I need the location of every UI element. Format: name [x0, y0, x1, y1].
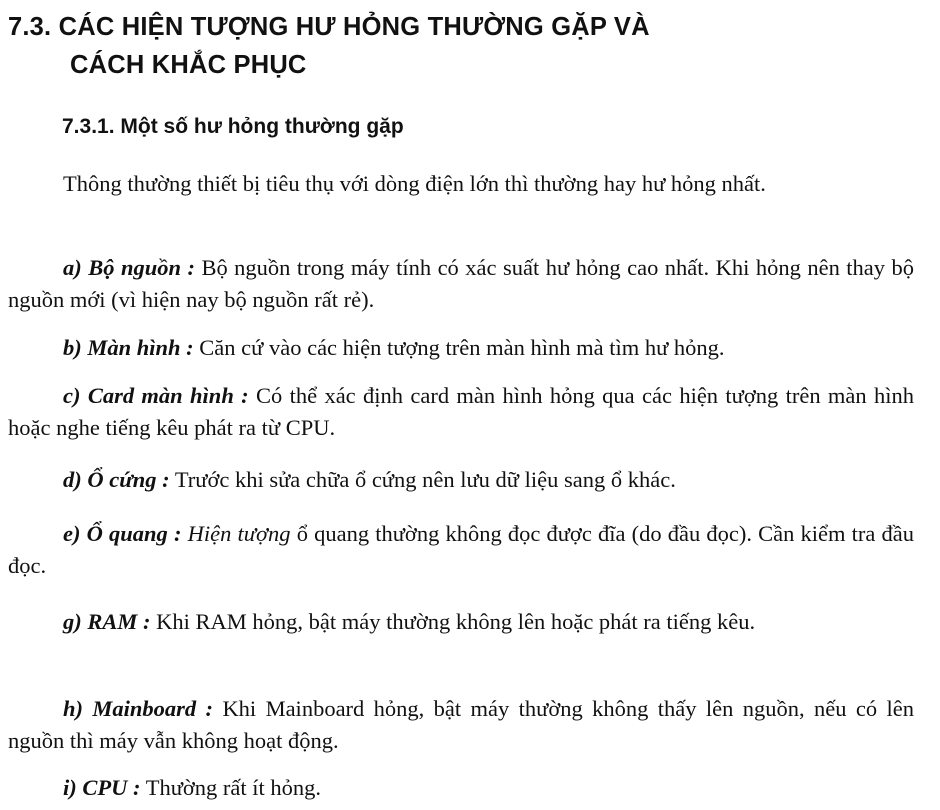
- item-graphics-card: [8, 380, 914, 444]
- section-heading-line-2: CÁCH KHẮC PHỤC: [70, 51, 307, 79]
- item-label: c) Card màn hình :: [63, 383, 249, 408]
- item-label: a) Bộ nguồn :: [63, 255, 195, 280]
- item-text: ổ quang thường không đọc được đĩa (do đầu đọc). Cần kiểm tra đầu đọc.: [8, 521, 915, 578]
- item-italic-text: Hiện tượng: [187, 521, 291, 546]
- subsection-heading: 7.3.1. Một số hư hỏng thường gặp: [62, 115, 404, 138]
- item-label: e) Ổ quang :: [63, 521, 182, 546]
- item-label: i) CPU :: [63, 775, 141, 800]
- item-text: Trước khi sửa chữa ổ cứng nên lưu dữ liệu sang ổ khác.: [174, 467, 676, 492]
- item-optical-drive: [8, 518, 914, 582]
- item-label: d) Ổ cứng :: [63, 467, 170, 492]
- intro-paragraph: Thông thường thiết bị tiêu thụ với dòng điện lớn thì thường hay hư hỏng nhất.: [63, 171, 766, 196]
- item-text: Có thể xác định card màn hình hỏng qua các hiện tượng trên màn hình hoặc nghe tiếng kêu phát ra từ CPU.: [8, 383, 914, 440]
- item-text: Khi RAM hỏng, bật máy thường không lên hoặc phát ra tiếng kêu.: [156, 609, 756, 634]
- section-heading: [8, 8, 908, 84]
- item-text: Căn cứ vào các hiện tượng trên màn hình mà tìm hư hỏng.: [199, 335, 725, 360]
- item-text: Thường rất ít hỏng.: [145, 775, 322, 800]
- section-heading-line-1: 7.3. CÁC HIỆN TƯỢNG HƯ HỎNG THƯỜNG GẶP VÀ: [8, 13, 650, 41]
- item-text: Bộ nguồn trong máy tính có xác suất hư hỏng cao nhất. Khi hỏng nên thay bộ nguồn mới (vì hiện nay bộ nguồn rất rẻ).: [8, 255, 915, 312]
- item-label: b) Màn hình :: [63, 335, 194, 360]
- item-text: Khi Mainboard hỏng, bật máy thường không thấy lên nguồn, nếu có lên nguồn thì máy vẫn không hoạt động.: [8, 696, 915, 753]
- item-monitor: [8, 332, 914, 364]
- item-hard-drive: [8, 464, 914, 496]
- item-label: g) RAM :: [63, 609, 151, 634]
- item-label: h) Mainboard :: [63, 696, 214, 721]
- item-cpu: [8, 772, 914, 804]
- item-mainboard: [8, 693, 914, 757]
- item-ram: [8, 606, 914, 638]
- item-power-supply: [8, 252, 914, 316]
